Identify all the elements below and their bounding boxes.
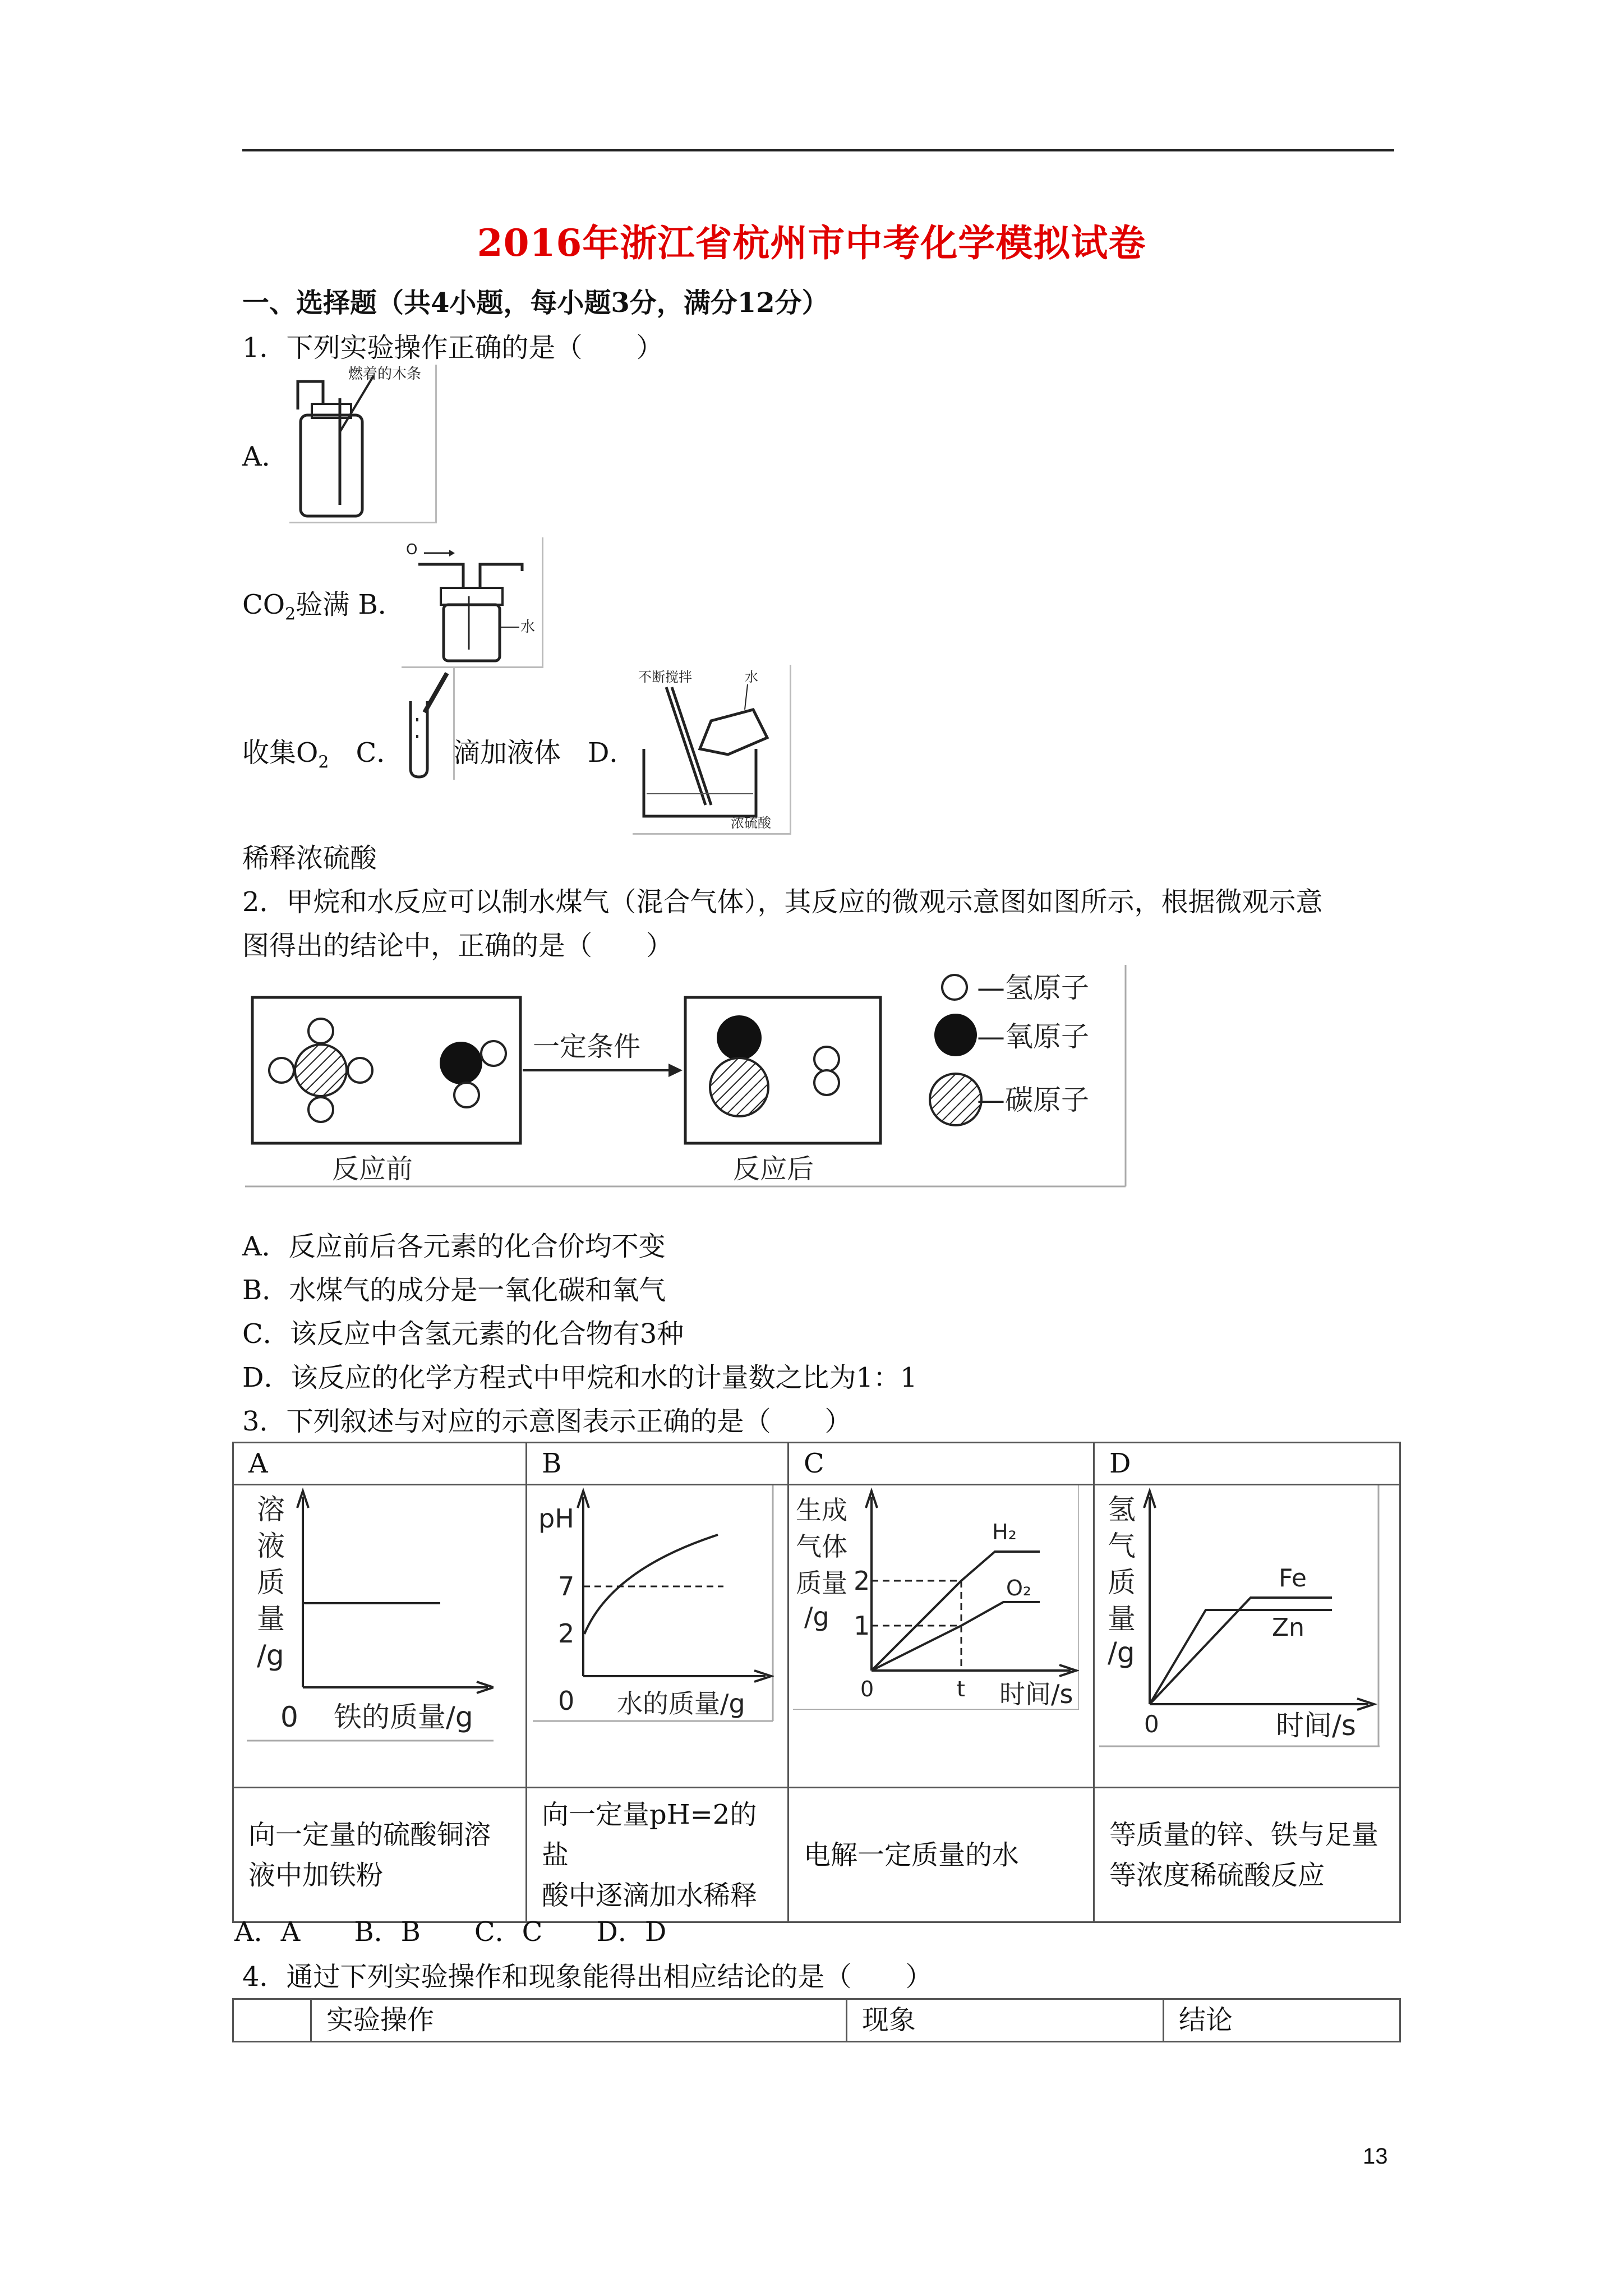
chart-a-ylabel-3: 质 bbox=[257, 1566, 285, 1599]
q3-desc-b: 向一定量pH=2的 盐 酸中逐滴加水稀释 bbox=[527, 1788, 789, 1922]
q1-figure-a bbox=[289, 365, 437, 523]
chart-d-ylabel-4: 量 bbox=[1108, 1603, 1136, 1635]
chart-c-ylabel-4: /g bbox=[804, 1602, 829, 1632]
chart-c-tick-2: 2 bbox=[854, 1566, 870, 1596]
chart-d-ylabel-2: 气 bbox=[1108, 1530, 1136, 1562]
chart-c-series-h2: H₂ bbox=[992, 1520, 1017, 1544]
chart-a-ylabel-5: /g bbox=[257, 1639, 284, 1672]
q1-stem: 1．下列实验操作正确的是（ ） bbox=[242, 332, 663, 364]
chart-b-origin: 0 bbox=[558, 1686, 575, 1716]
q4-header-index bbox=[233, 1999, 311, 2042]
q1-caption-a: $CO_2$验满 B． bbox=[242, 589, 405, 624]
q3-answer-choices: A．A B．B C．C D．D bbox=[234, 1916, 667, 1948]
label-after: 反应后 bbox=[733, 1153, 814, 1185]
page-title: 2016年浙江省杭州市中考化学模拟试卷 bbox=[477, 221, 1146, 265]
reaction-condition: 一定条件 bbox=[533, 1031, 641, 1062]
label-burning-stick: 燃着的木条 bbox=[348, 366, 422, 383]
q1-caption-b: 收集$O_2$ C． bbox=[242, 737, 404, 772]
label-water-b: 水 bbox=[520, 619, 536, 636]
q2-reaction-diagram bbox=[242, 965, 1128, 1189]
q3-chart-a bbox=[247, 1485, 494, 1743]
q3-desc-d: 等质量的锌、铁与足量 等浓度稀硫酸反应 bbox=[1094, 1788, 1400, 1922]
chart-a-ylabel-1: 溶 bbox=[257, 1493, 285, 1526]
chart-a-ylabel-2: 液 bbox=[257, 1530, 285, 1562]
q3-stem: 3．下列叙述与对应的示意图表示正确的是（ ） bbox=[242, 1406, 852, 1437]
section-heading: 一、选择题（共4小题，每小题3分，满分12分） bbox=[242, 287, 829, 319]
q4-stem: 4．通过下列实验操作和现象能得出相应结论的是（ ） bbox=[242, 1961, 933, 1993]
q2-option-d: D．该反应的化学方程式中甲烷和水的计量数之比为1：1 bbox=[242, 1362, 917, 1393]
chart-c-ylabel-2: 气体 bbox=[796, 1531, 847, 1562]
legend-carbon: —碳原子 bbox=[977, 1084, 1089, 1116]
q3-header-c: C bbox=[789, 1443, 1094, 1485]
q4-header-phenomenon: 现象 bbox=[847, 1999, 1164, 2042]
chart-d-ylabel-1: 氢 bbox=[1108, 1493, 1136, 1526]
q3-desc-c: 电解一定质量的水 bbox=[789, 1788, 1094, 1922]
q3-chart-c bbox=[793, 1485, 1079, 1710]
chart-c-ylabel-1: 生成 bbox=[796, 1495, 847, 1525]
q3-chart-b bbox=[533, 1485, 774, 1727]
chart-c-ylabel-3: 质量 bbox=[796, 1568, 847, 1598]
chart-c-series-o2: O₂ bbox=[1006, 1576, 1032, 1600]
q2-option-c: C．该反应中含氢元素的化合物有3种 bbox=[242, 1318, 684, 1350]
label-o2: O bbox=[406, 541, 418, 558]
chart-d-xlabel: 时间/s bbox=[1276, 1709, 1356, 1742]
q1-caption-c: 滴加液体 D． bbox=[453, 737, 637, 769]
label-before: 反应前 bbox=[332, 1153, 413, 1185]
q3-header-d: D bbox=[1094, 1443, 1400, 1485]
header-rule bbox=[242, 149, 1394, 151]
q3-header-a: A bbox=[233, 1443, 527, 1485]
label-stir: 不断搅拌 bbox=[638, 669, 692, 685]
chart-b-xlabel: 水的质量/g bbox=[617, 1688, 745, 1719]
q2-option-a: A．反应前后各元素的化合价均不变 bbox=[242, 1231, 666, 1262]
chart-c-tick-1: 1 bbox=[854, 1611, 870, 1641]
label-acid: 浓硫酸 bbox=[731, 815, 771, 831]
q1-option-a: A． bbox=[242, 441, 289, 472]
q2-option-b: B．水煤气的成分是一氧化碳和氧气 bbox=[242, 1274, 666, 1306]
chart-d-series-zn: Zn bbox=[1272, 1613, 1305, 1642]
q1-figure-d bbox=[633, 665, 791, 835]
q3-chart-d bbox=[1099, 1485, 1380, 1749]
legend-hydrogen: —氢原子 bbox=[977, 972, 1089, 1004]
label-water-d: 水 bbox=[745, 669, 758, 685]
chart-d-origin: 0 bbox=[1144, 1710, 1159, 1738]
q4-header-operation: 实验操作 bbox=[311, 1999, 847, 2042]
q4-header-conclusion: 结论 bbox=[1164, 1999, 1400, 2042]
chart-a-ylabel-4: 量 bbox=[257, 1603, 285, 1635]
q1-caption-d: 稀释浓硫酸 bbox=[242, 843, 377, 874]
chart-d-ylabel-5: /g bbox=[1108, 1636, 1135, 1669]
q2-stem-line2: 图得出的结论中，正确的是（ ） bbox=[242, 930, 674, 961]
q2-stem-line1: 2．甲烷和水反应可以制水煤气（混合气体），其反应的微观示意图如图所示，根据微观示意 bbox=[242, 886, 1323, 918]
q4-table bbox=[232, 1998, 1401, 2042]
chart-d-ylabel-3: 质 bbox=[1108, 1566, 1136, 1599]
q3-header-b: B bbox=[527, 1443, 789, 1485]
chart-a-xlabel: 铁的质量/g bbox=[334, 1701, 473, 1733]
chart-c-xlabel: 时间/s bbox=[999, 1679, 1073, 1709]
chart-b-ylabel: pH bbox=[538, 1503, 574, 1534]
chart-b-tick-2: 2 bbox=[558, 1618, 575, 1649]
q1-figure-c bbox=[399, 668, 455, 780]
chart-c-origin: 0 bbox=[860, 1677, 874, 1701]
chart-c-tick-t: t bbox=[957, 1677, 965, 1701]
chart-b-tick-7: 7 bbox=[558, 1571, 575, 1602]
chart-d-series-fe: Fe bbox=[1279, 1564, 1307, 1593]
legend-oxygen: —氧原子 bbox=[977, 1020, 1089, 1053]
page-number: 13 bbox=[1363, 2144, 1388, 2169]
chart-a-origin: 0 bbox=[280, 1701, 298, 1733]
q3-desc-a: 向一定量的硫酸铜溶 液中加铁粉 bbox=[233, 1788, 527, 1922]
q1-figure-b bbox=[402, 537, 543, 668]
